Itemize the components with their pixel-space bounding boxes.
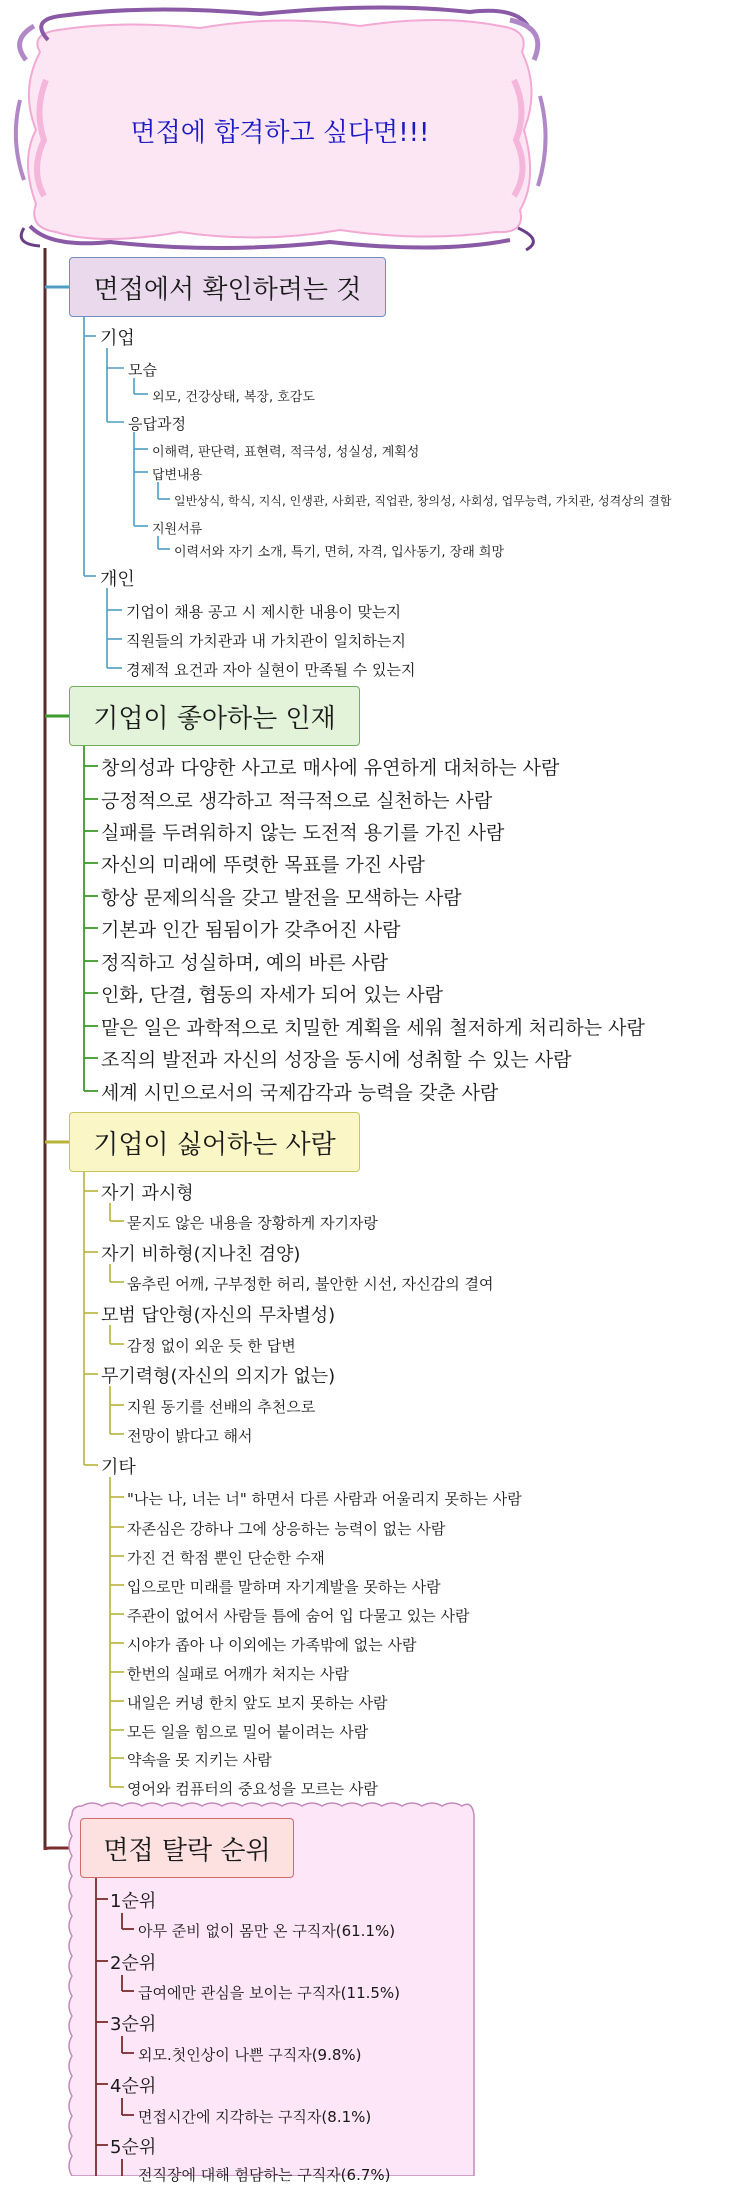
rank-label: 1순위 (110, 1891, 157, 1912)
section-box-disliked-people: 기업이 싫어하는 사람 (69, 1112, 360, 1172)
node-etc: 기타 (101, 1457, 136, 1478)
etc-item: 자존심은 강하나 그에 상응하는 능력이 없는 사람 (127, 1520, 446, 1538)
node-appearance-detail: 외모, 건강상태, 복장, 호감도 (152, 390, 315, 405)
node-appearance: 모습 (128, 361, 157, 379)
preferred-item: 긍정적으로 생각하고 적극적으로 실천하는 사람 (101, 790, 493, 812)
rank-detail: 면접시간에 지각하는 구직자(8.1%) (138, 2108, 372, 2126)
node-boast-detail: 묻지도 않은 내용을 장황하게 자기자랑 (127, 1214, 378, 1232)
rank-detail: 급여에만 관심을 보이는 구직자(11.5%) (138, 1984, 401, 2002)
preferred-item: 창의성과 다양한 사고로 매사에 유연하게 대처하는 사람 (101, 757, 560, 779)
node-answer: 답변내용 (152, 468, 203, 483)
section-box-interview-check: 면접에서 확인하려는 것 (69, 257, 386, 317)
etc-item: "나는 나, 너는 너" 하면서 다른 사람과 어울리지 못하는 사람 (127, 1490, 522, 1508)
etc-item: 주관이 없어서 사람들 틈에 숨어 입 다물고 있는 사람 (127, 1607, 470, 1625)
preferred-item: 정직하고 성실하며, 예의 바른 사람 (101, 952, 389, 974)
node-answer-detail: 일반상식, 학식, 지식, 인생관, 사회관, 직업관, 창의성, 사회성, 업무능력, 가치관, 성격상의 결함 (174, 494, 672, 508)
etc-item: 가진 건 학점 뿐인 단순한 수재 (127, 1549, 325, 1567)
preferred-item: 실패를 두려워하지 않는 도전적 용기를 가진 사람 (101, 822, 505, 844)
individual-item: 기업이 채용 공고 시 제시한 내용이 맞는지 (126, 603, 401, 621)
node-documents: 지원서류 (152, 522, 203, 537)
individual-item: 경제적 요건과 자아 실현이 만족될 수 있는지 (126, 661, 416, 679)
etc-item: 모든 일을 힘으로 밀어 붙이려는 사람 (127, 1723, 369, 1741)
etc-item: 내일은 커녕 한치 앞도 보지 못하는 사람 (127, 1694, 388, 1712)
preferred-item: 맡은 일은 과학적으로 치밀한 계획을 세워 철저하게 처리하는 사람 (101, 1017, 645, 1039)
preferred-item: 기본과 인간 됨됨이가 갖추어진 사람 (101, 919, 401, 941)
rank-label: 4순위 (110, 2076, 157, 2097)
node-process: 응답과정 (128, 415, 186, 433)
node-process-detail: 이해력, 판단력, 표현력, 적극성, 성실성, 계획성 (152, 445, 420, 460)
rank-detail: 외모.첫인상이 나쁜 구직자(9.8%) (138, 2046, 362, 2064)
node-model-detail: 감정 없이 외운 듯 한 답변 (127, 1337, 296, 1355)
preferred-item: 자신의 미래에 뚜렷한 목표를 가진 사람 (101, 854, 425, 876)
preferred-item: 조직의 발전과 자신의 성장을 동시에 성취할 수 있는 사람 (101, 1049, 572, 1071)
node-individual: 개인 (100, 569, 135, 590)
etc-item: 시야가 좁아 나 이외에는 가족밖에 없는 사람 (127, 1636, 417, 1654)
section-box-preferred-talent: 기업이 좋아하는 인재 (69, 686, 360, 746)
preferred-item: 세계 시민으로서의 국제감각과 능력을 갖춘 사람 (101, 1082, 499, 1104)
rank-label: 3순위 (110, 2014, 157, 2035)
page-title: 면접에 합격하고 싶다면!!! (130, 118, 430, 148)
rank-label: 5순위 (110, 2137, 157, 2158)
etc-item: 영어와 컴퓨터의 중요성을 모르는 사람 (127, 1780, 378, 1798)
preferred-item: 인화, 단결, 협동의 자세가 되어 있는 사람 (101, 984, 443, 1006)
lethargic-item: 지원 동기를 선배의 추천으로 (127, 1398, 316, 1416)
rank-detail: 아무 준비 없이 몸만 온 구직자(61.1%) (138, 1922, 396, 1940)
node-lethargic: 무기력형(자신의 의지가 없는) (101, 1366, 336, 1387)
etc-item: 한번의 실패로 어깨가 처지는 사람 (127, 1665, 349, 1683)
lethargic-item: 전망이 밝다고 해서 (127, 1427, 253, 1445)
node-humble-detail: 움추린 어깨, 구부정한 허리, 불안한 시선, 자신감의 결여 (127, 1275, 494, 1293)
preferred-item: 항상 문제의식을 갖고 발전을 모색하는 사람 (101, 887, 462, 909)
etc-item: 약속을 못 지키는 사람 (127, 1751, 272, 1769)
section-box-rejection-ranking: 면접 탈락 순위 (80, 1818, 294, 1878)
individual-item: 직원들의 가치관과 내 가치관이 일치하는지 (126, 632, 406, 650)
node-humble: 자기 비하형(지나친 겸양) (101, 1244, 301, 1265)
rank-label: 2순위 (110, 1953, 157, 1974)
etc-item: 입으로만 미래를 말하며 자기계발을 못하는 사람 (127, 1578, 441, 1596)
rank-detail: 전직장에 대해 험담하는 구직자(6.7%) (138, 2166, 391, 2184)
node-boast: 자기 과시형 (101, 1183, 194, 1204)
node-company: 기업 (100, 328, 135, 349)
node-documents-detail: 이력서와 자기 소개, 특기, 면허, 자격, 입사동기, 장래 희망 (174, 545, 504, 560)
node-model-answer: 모범 답안형(자신의 무차별성) (101, 1305, 336, 1326)
